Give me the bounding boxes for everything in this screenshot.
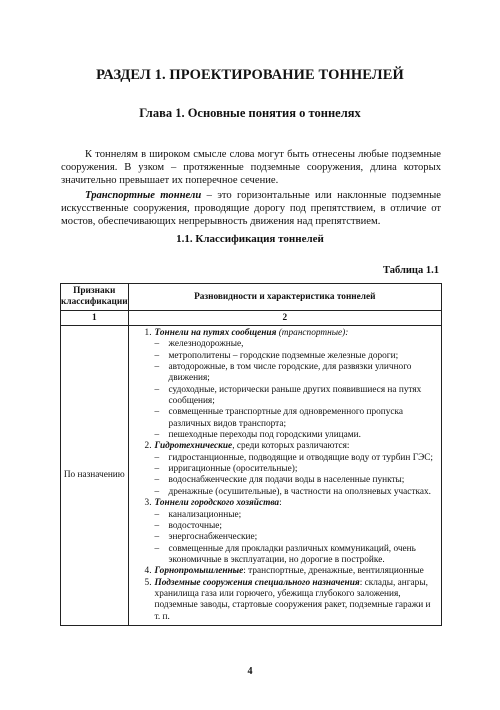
dash-bullet-icon: – — [154, 532, 160, 543]
list-item — [145, 532, 437, 543]
header-criteria: Признаки классификации — [61, 284, 129, 311]
category-number: 1. — [144, 328, 152, 338]
list-item-text: совмещенные для прокладки различных коммуникаций, очень экономичные в эксплуатации, но дорогие в постройке. — [168, 543, 416, 565]
table-header-row — [61, 284, 442, 311]
dash-bullet-icon: – — [154, 362, 160, 373]
list-item-text: гидростанционные, подводящие и отводящие воду от турбин ГЭС; — [168, 452, 433, 463]
dash-bullet-icon: – — [154, 339, 160, 350]
category-5 — [145, 578, 437, 623]
section-title: РАЗДЕЛ 1. ПРОЕКТИРОВАНИЕ ТОННЕЛЕЙ — [96, 67, 404, 83]
category-name: Тоннели на путях сообщения — [154, 328, 277, 338]
list-item — [145, 544, 437, 567]
category-1 — [145, 328, 437, 339]
list-item — [145, 453, 437, 464]
category-text: : транспортные, дренажные, вентиляционные — [243, 566, 424, 577]
transport-tunnels-paragraph — [61, 189, 441, 228]
category-name: Подземные сооружения специального назначения — [154, 577, 360, 588]
list-item — [145, 430, 437, 441]
list-item — [145, 521, 437, 532]
criterion-cell: По назначению — [61, 326, 129, 626]
dash-bullet-icon: – — [154, 520, 160, 531]
term-transport-tunnels: Транспортные тоннели — [85, 189, 202, 201]
column-number-1: 1 — [61, 311, 129, 326]
dash-bullet-icon: – — [154, 543, 160, 554]
dash-bullet-icon: – — [154, 350, 160, 361]
list-item — [145, 339, 437, 350]
subsection-title: 1.1. Классификация тоннелей — [176, 233, 324, 245]
list-item — [145, 510, 437, 521]
list-item-text: автодорожные, в том числе городские, для развязки уличного движения; — [168, 362, 412, 384]
list-item-text: совмещенные транспортные для одновременного пропуска различных видов транспорта; — [168, 407, 403, 429]
list-item-text: пешеходные переходы под городскими улицами. — [168, 430, 361, 441]
category-text: , среди которых различаются: — [232, 441, 350, 452]
list-item-text: ирригационные (оросительные); — [168, 464, 298, 475]
list-item-text: дренажные (осушительные), в частности на оползневых участках. — [168, 486, 431, 497]
list-item-text: водоснабженческие для подачи воды в населенные пункты; — [168, 475, 405, 486]
list-item — [145, 487, 437, 498]
dash-bullet-icon: – — [154, 430, 160, 441]
category-number: 5. — [144, 577, 152, 588]
categories-cell — [128, 326, 441, 626]
intro-paragraph: К тоннелям в широком смысле слова могут быть отнесены любые подземные сооружения. В узком – протяженные подземные сооружения, длина которых значительно превышает их поперечное сечение. — [61, 148, 441, 186]
dash-bullet-icon: – — [154, 464, 160, 475]
list-item — [145, 407, 437, 430]
page-number: 4 — [247, 666, 253, 677]
table-label: Таблица 1.1 — [383, 265, 439, 276]
list-item — [145, 362, 437, 385]
category-number: 3. — [144, 498, 152, 509]
transport-tunnels-definition: – это горизонтальные или наклонные подземные искусственные сооружения, проводящие дорогу под препятствием, в отличие от мостов, обеспечивающих непрерывность движения над препятствием. — [61, 189, 441, 227]
category-text: : — [279, 498, 282, 509]
classification-table — [60, 283, 442, 626]
dash-bullet-icon: – — [154, 475, 160, 486]
table-number-row — [61, 311, 442, 326]
list-item-text: железнодорожные, — [168, 339, 244, 350]
category-4 — [145, 566, 437, 577]
category-name: Тоннели городского хозяйства — [154, 498, 280, 509]
list-item-text: метрополитены – городские подземные железные дороги; — [168, 350, 399, 361]
category-2 — [145, 441, 437, 452]
dash-bullet-icon: – — [154, 452, 160, 463]
category-note: (транспортные): — [276, 328, 349, 338]
list-item — [145, 351, 437, 362]
list-item — [145, 464, 437, 475]
category-text: : склады, ангары, хранилища газа или горючего, убежища глубокого заложения, подземные заводы, стартовые сооружения ракет, подземные гаражи и т. п. — [154, 577, 431, 622]
table-row — [61, 326, 442, 626]
list-item-text: канализационные; — [168, 509, 242, 520]
dash-bullet-icon: – — [154, 486, 160, 497]
list-item — [145, 385, 437, 408]
list-item — [145, 475, 437, 486]
category-name: Гидротехнические — [154, 441, 233, 452]
dash-bullet-icon: – — [154, 509, 160, 520]
column-number-2: 2 — [128, 311, 441, 326]
dash-bullet-icon: – — [154, 407, 160, 418]
list-item-text: водосточные; — [168, 520, 222, 531]
list-item-text: энергоснабженческие; — [168, 532, 258, 543]
list-item-text: судоходные, исторически раньше других появившиеся на путях сообщения; — [168, 384, 422, 407]
category-3 — [145, 498, 437, 509]
header-varieties: Разновидности и характеристика тоннелей — [128, 284, 441, 311]
category-number: 4. — [144, 566, 152, 577]
category-number: 2. — [144, 441, 152, 452]
chapter-title: Глава 1. Основные понятия о тоннелях — [139, 106, 361, 120]
dash-bullet-icon: – — [154, 384, 160, 395]
category-name: Горнопромышленные — [154, 566, 244, 577]
